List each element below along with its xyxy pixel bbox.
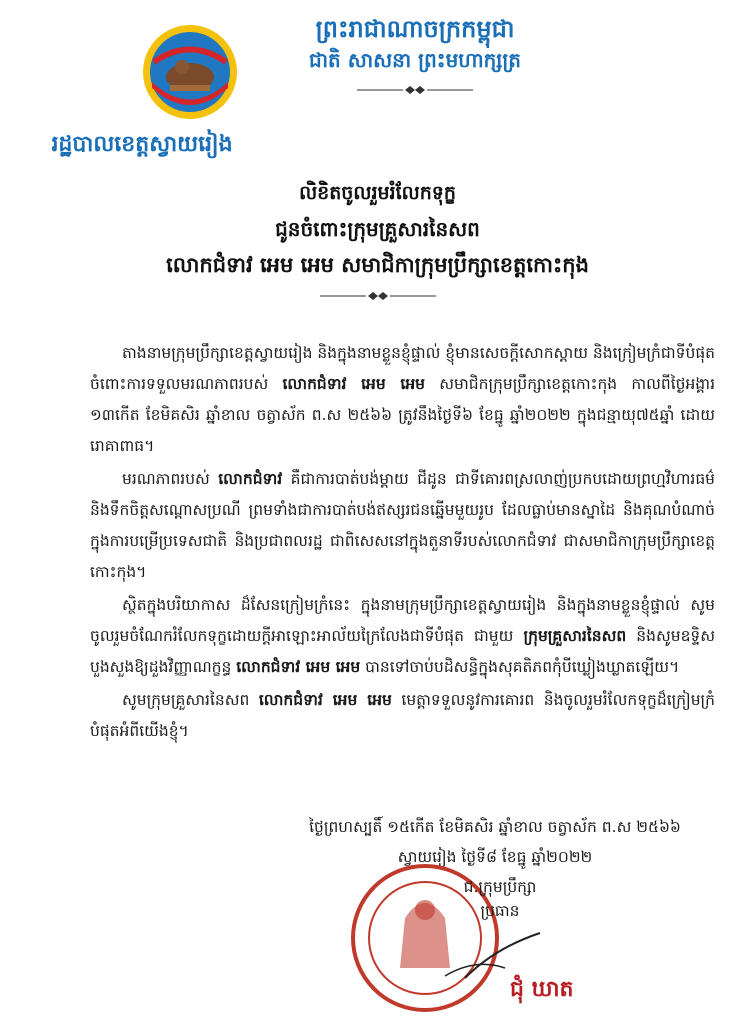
divider-ornament	[318, 290, 438, 302]
paragraph-2	[90, 464, 715, 588]
deceased-title: លោកជំទាវ	[218, 470, 283, 488]
signatory-role	[430, 875, 570, 923]
paragraph-1	[90, 338, 715, 462]
text: ស្ថិតក្នុងបរិយាកាស ដ៏សែនក្រៀមក្រំនេះ ក្នុងនាមក្រុមប្រឹក្សាខេត្តស្វាយរៀង និងក្នុងនាមខ្លួនខ្ញុំផ្ទាល់ សូមចូលរួមចំណែករំលែកទុក្ខដោយក្តីអាឡោះអាល័យក្រៃលែងជាទីបំផុត ជាមួយ	[90, 596, 715, 645]
family-name: ក្រុមគ្រួសារនៃសព	[523, 627, 627, 645]
on-behalf-council: ជ.ក្រុមប្រឹក្សា	[463, 878, 537, 896]
text: សូមក្រុមគ្រួសារនៃសព	[122, 691, 259, 709]
letter-titles	[0, 175, 755, 283]
deceased-name: លោកជំទាវ អេម អេម	[258, 691, 392, 709]
text: បានទៅចាប់បដិសន្ធិក្នុងសុគតិភពកុំបីឃ្លៀងឃ្លាតឡើយ។	[360, 658, 680, 676]
province-admin-title: រដ្ឋបាលខេត្តស្វាយរៀង	[51, 132, 233, 157]
chairman-role: ប្រធាន	[480, 902, 520, 920]
letter-body	[90, 338, 715, 749]
text: មេត្តាទទួលនូវការគោរព និងចូលរួមរំលែកទុក្ខដ៏ក្រៀមក្រំបំផុតអំពីយើងខ្ញុំ។	[90, 691, 716, 740]
provincial-logo-block	[22, 22, 262, 162]
kingdom-title: ព្រះរាជាណាចក្រកម្ពុជា	[315, 15, 515, 43]
letter-recipient: ជូនចំពោះក្រុមគ្រួសារនៃសព	[275, 217, 480, 241]
text: គឺជាការបាត់បង់ម្តាយ ជីដូន ជាទីគោរពស្រលាញ់ប្រកបដោយព្រហ្មវិហារធម៌ និងទឹកចិត្តសណ្តោសប្រណី ព្រមទាំងជាការបាត់បង់ឥស្សរជនឆ្នើមមួយរូប ដែលធ្លាប់មានស្នាដៃ និងគុណបំណាច់ក្នុងការបម្រើប្រទេសជាតិ និងប្រជាពលរដ្ឋ ជាពិសេសនៅក្នុងតួនាទីរបស់លោកជំទាវ ជាសមាជិកាក្រុមប្រឹក្សាខេត្តកោះកុង។	[90, 470, 715, 581]
nation-motto: ជាតិ សាសនា ព្រះមហាក្សត្រ	[309, 48, 521, 72]
text: មរណភាពរបស់	[122, 470, 219, 488]
lunar-date: ថ្ងៃព្រហស្បតិ៍ ១៥កើត ខែមិគសិរ ឆ្នាំខាល ចត្វាស័ក ព.ស ២៥៦៦	[309, 818, 681, 836]
provincial-emblem-logo	[140, 22, 240, 122]
deceased-name: លោកជំទាវ អេម អេម	[236, 658, 361, 676]
text: សមាជិកក្រុមប្រឹក្សាខេត្តកោះកុង កាលពីថ្ងៃអង្គារ ១៣កើត ខែមិគសិរ ឆ្នាំខាល ចត្វាស័ក ព.ស ២៥៦៦ ត្រូវនឹងថ្ងៃទី៦ ខែធ្នូ ឆ្នាំ២០២២ ក្នុងជន្មាយុ៧៥ឆ្នាំ ដោយរោគាពាធ។	[90, 375, 715, 455]
text: តាងនាមក្រុមប្រឹក្សាខេត្តស្វាយរៀង និងក្នុងនាមខ្លួនខ្ញុំផ្ទាល់ ខ្ញុំមានសេចក្តីសោកស្តាយ និងក្រៀមក្រំជាទីបំផុត ចំពោះការទទួលមរណភាពរបស់	[90, 344, 715, 393]
divider-ornament	[355, 84, 475, 96]
letter-subject: លោកជំទាវ អេម អេម សមាជិកាក្រុមប្រឹក្សាខេត្តកោះកុង	[166, 253, 589, 277]
deceased-name: លោកជំទាវ អេម អេម	[282, 375, 426, 393]
paragraph-4	[90, 685, 715, 747]
paragraph-3	[90, 590, 715, 683]
kingdom-motto	[280, 12, 550, 100]
letter-title: លិខិតចូលរួមរំលែកទុក្ខ	[299, 182, 456, 204]
text: និងសូមឧទ្ទិសបួងសួងឱ្យដួងវិញ្ញាណក្ខន្ធ	[90, 627, 716, 676]
place-date: ស្វាយរៀង ថ្ងៃទី៨ ខែធ្នូ ឆ្នាំ២០២២	[397, 848, 593, 866]
signer-name: ជុំ ឃាត	[510, 977, 574, 1002]
